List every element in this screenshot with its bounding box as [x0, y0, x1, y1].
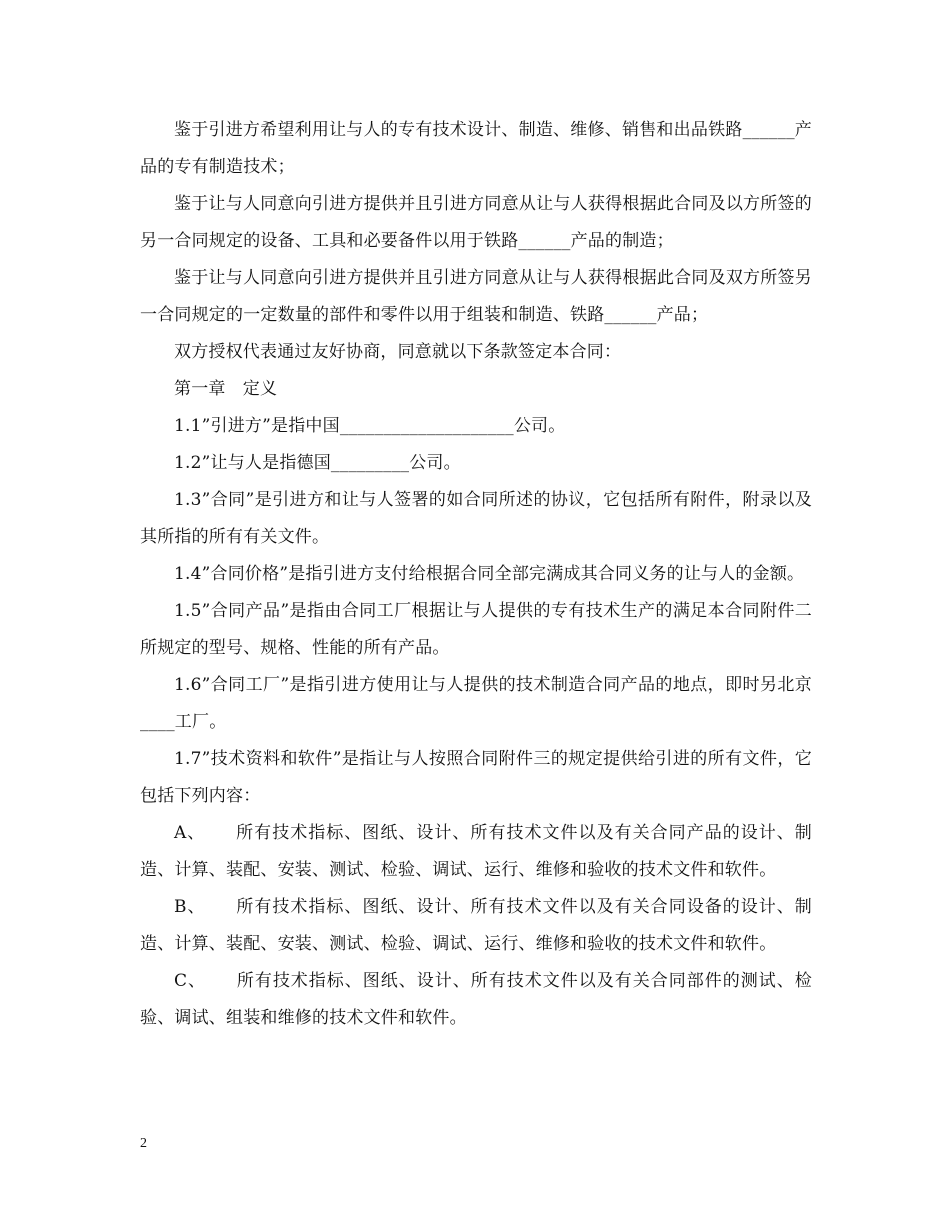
list-item [140, 815, 812, 889]
list-item-text: 所有技术指标、图纸、设计、所有技术文件以及有关合同设备的设计、制造、计算、装配、安装、测试、检验、调试、运行、维修和验收的技术文件和软件。 [140, 897, 812, 954]
document-body [140, 112, 812, 1037]
definition-clause: 1.7”技术资料和软件”是指让与人按照合同附件三的规定提供给引进的所有文件，它包括下列内容： [140, 749, 812, 806]
recital-paragraph: 鉴于让与人同意向引进方提供并且引进方同意从让与人获得根据此合同及以方所签的另一合同规定的设备、工具和必要备件以用于铁路______产品的制造； [140, 194, 812, 251]
definition-clause: 1.4”合同价格”是指引进方支付给根据合同全部完满成其合同义务的让与人的金额。 [174, 564, 805, 584]
chapter-heading: 第一章 定义 [174, 379, 278, 399]
recital-paragraph: 鉴于引进方希望利用让与人的专有技术设计、制造、维修、销售和出品铁路______产品的专有制造技术； [140, 120, 812, 177]
definition-clause: 1.5”合同产品”是指由合同工厂根据让与人提供的专有技术生产的满足本合同附件二所规定的型号、规格、性能的所有产品。 [140, 601, 812, 658]
list-item-label: B、 [174, 897, 206, 917]
list-item [140, 889, 812, 963]
page-number: 2 [140, 1136, 147, 1151]
list-item-label: C、 [174, 971, 207, 991]
recital-paragraph: 鉴于让与人同意向引进方提供并且引进方同意从让与人获得根据此合同及双方所签另一合同规定的一定数量的部件和零件以用于组装和制造、铁路______产品； [140, 268, 812, 325]
list-item [140, 963, 812, 1037]
definition-clause: 1.6”合同工厂”是指引进方使用让与人提供的技术制造合同产品的地点，即时另北京____工厂。 [140, 675, 812, 732]
list-item-text: 所有技术指标、图纸、设计、所有技术文件以及有关合同部件的测试、检验、调试、组装和维修的技术文件和软件。 [140, 971, 812, 1028]
list-item-label: A、 [174, 823, 206, 843]
agreement-statement: 双方授权代表通过友好协商，同意就以下条款签定本合同： [174, 342, 622, 362]
list-item-text: 所有技术指标、图纸、设计、所有技术文件以及有关合同产品的设计、制造、计算、装配、安装、测试、检验、调试、运行、维修和验收的技术文件和软件。 [140, 823, 812, 880]
definition-clause: 1.3”合同”是引进方和让与人签署的如合同所述的协议，它包括所有附件，附录以及其所指的所有有关文件。 [140, 490, 812, 547]
definition-clause: 1.1”引进方”是指中国____________________公司。 [174, 416, 566, 436]
definition-clause: 1.2”让与人是指德国_________公司。 [174, 453, 461, 473]
